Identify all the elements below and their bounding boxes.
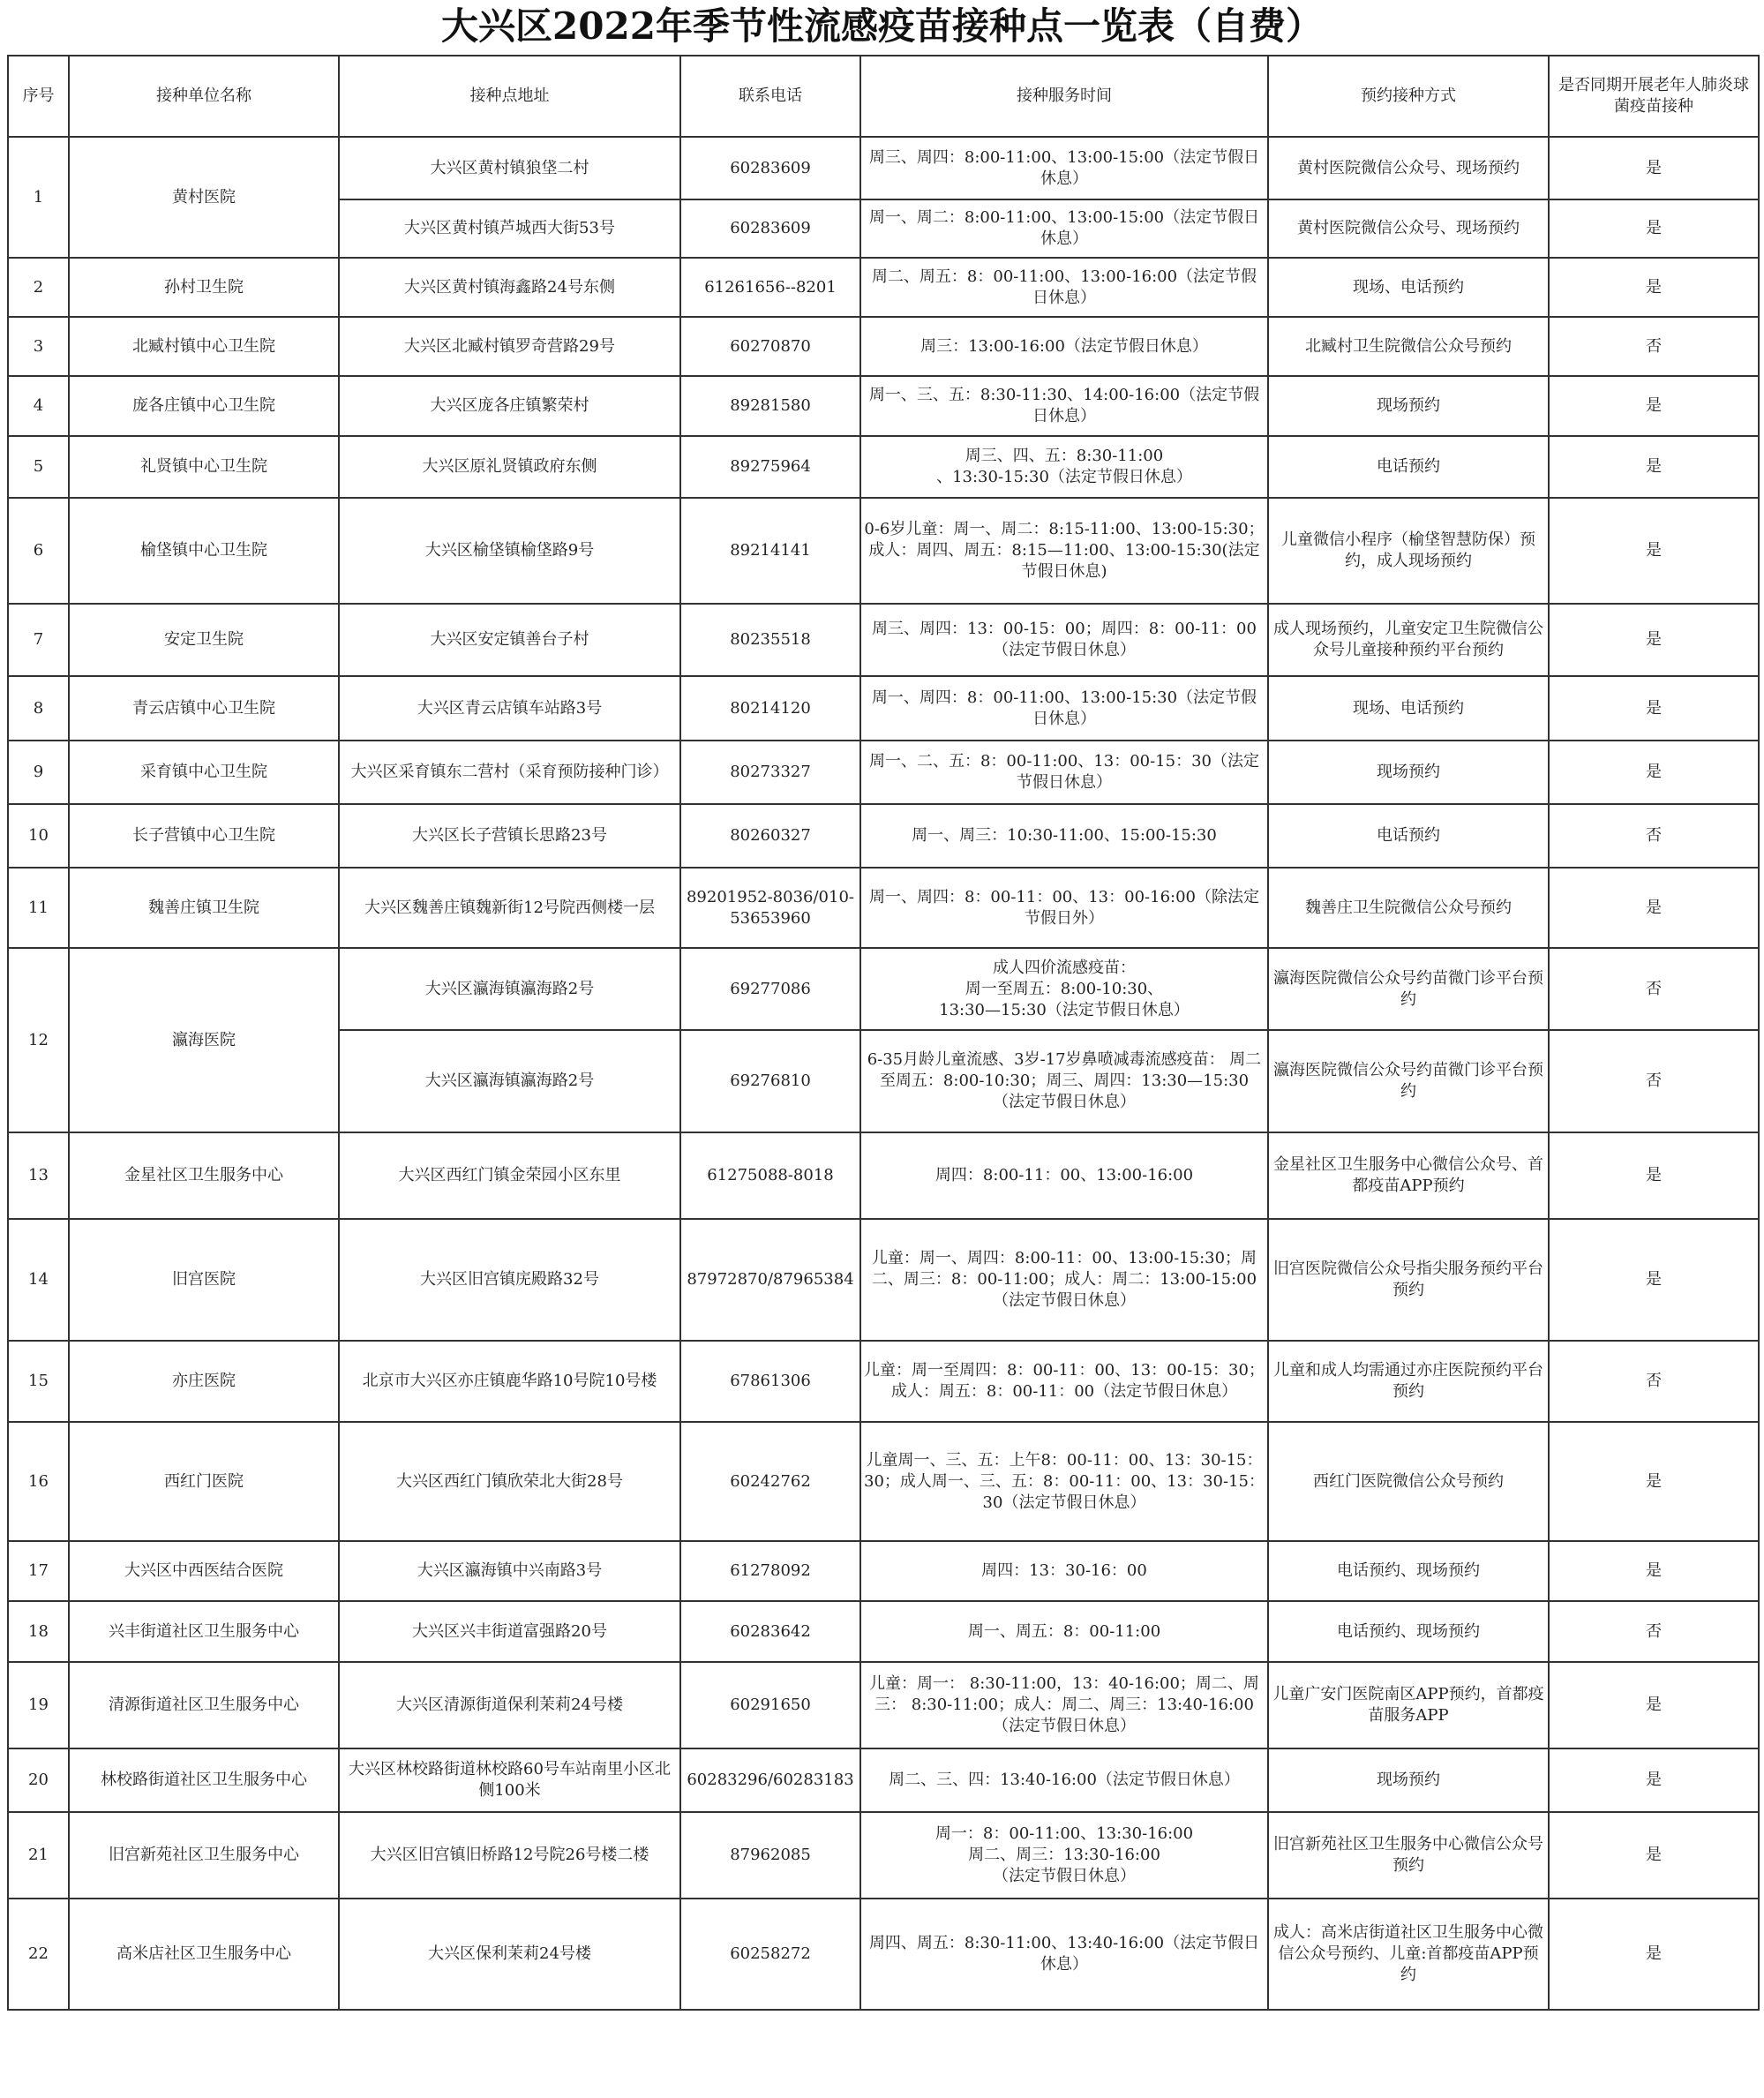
vaccination-sites-table — [7, 55, 1760, 2011]
table-row — [8, 804, 1759, 868]
service-time: 周一、周三：10:30-11:00、15:00-15:30 — [860, 804, 1268, 868]
header-pneumococcal: 是否同期开展老年人肺炎球菌疫苗接种 — [1549, 56, 1759, 137]
service-time: 周三、四、五：8:30-11:00 、13:30-15:30（法定节假日休息） — [860, 436, 1268, 498]
booking-method: 电话预约 — [1268, 436, 1549, 498]
site-phone: 89275964 — [680, 436, 860, 498]
service-time: 6-35月龄儿童流感、3岁-17岁鼻喷减毒流感疫苗： 周二至周五：8:00-10:30；周三、周四：13:30—15:30（法定节假日休息） — [860, 1030, 1268, 1132]
booking-method: 成人现场预约，儿童安定卫生院微信公众号儿童接种预约平台预约 — [1268, 604, 1549, 676]
site-phone: 67861306 — [680, 1341, 860, 1422]
row-number: 10 — [8, 804, 69, 868]
table-row — [8, 1132, 1759, 1219]
site-address: 大兴区青云店镇车站路3号 — [339, 676, 680, 741]
site-phone: 60270870 — [680, 317, 860, 376]
table-row — [8, 741, 1759, 804]
unit-name: 采育镇中心卫生院 — [69, 741, 339, 804]
site-address: 大兴区原礼贤镇政府东侧 — [339, 436, 680, 498]
service-time: 周一、二、五：8：00-11:00、13：00-15：30（法定节假日休息） — [860, 741, 1268, 804]
row-number: 14 — [8, 1219, 69, 1341]
booking-method: 现场、电话预约 — [1268, 258, 1549, 317]
site-address: 大兴区黄村镇狼垡二村 — [339, 137, 680, 199]
pneumococcal-flag: 否 — [1549, 804, 1759, 868]
unit-name: 庞各庄镇中心卫生院 — [69, 376, 339, 436]
row-number: 20 — [8, 1748, 69, 1812]
table-body — [8, 137, 1759, 2010]
unit-name: 林校路街道社区卫生服务中心 — [69, 1748, 339, 1812]
site-phone: 60291650 — [680, 1662, 860, 1748]
row-number: 17 — [8, 1541, 69, 1601]
table-row — [8, 137, 1759, 199]
site-phone: 60258272 — [680, 1899, 860, 2010]
page-title: 大兴区2022年季节性流感疫苗接种点一览表（自费） — [441, 4, 1323, 48]
unit-name: 清源街道社区卫生服务中心 — [69, 1662, 339, 1748]
unit-name: 亦庄医院 — [69, 1341, 339, 1422]
booking-method: 现场预约 — [1268, 741, 1549, 804]
pneumococcal-flag: 是 — [1549, 1662, 1759, 1748]
header-service-time: 接种服务时间 — [860, 56, 1268, 137]
unit-name: 榆垡镇中心卫生院 — [69, 498, 339, 604]
pneumococcal-flag: 是 — [1549, 676, 1759, 741]
unit-name: 瀛海医院 — [69, 948, 339, 1132]
booking-method: 电话预约、现场预约 — [1268, 1601, 1549, 1662]
site-phone: 60283609 — [680, 199, 860, 258]
table-row — [8, 1422, 1759, 1541]
unit-name: 安定卫生院 — [69, 604, 339, 676]
booking-method: 儿童广安门医院南区APP预约，首都疫苗服务APP — [1268, 1662, 1549, 1748]
site-address: 大兴区清源街道保利茉莉24号楼 — [339, 1662, 680, 1748]
row-number: 16 — [8, 1422, 69, 1541]
pneumococcal-flag: 是 — [1549, 1132, 1759, 1219]
booking-method: 儿童和成人均需通过亦庄医院预约平台预约 — [1268, 1341, 1549, 1422]
unit-name: 大兴区中西医结合医院 — [69, 1541, 339, 1601]
table-row — [8, 317, 1759, 376]
table-row — [8, 1341, 1759, 1422]
site-address: 大兴区榆垡镇榆垡路9号 — [339, 498, 680, 604]
booking-method: 黄村医院微信公众号、现场预约 — [1268, 137, 1549, 199]
pneumococcal-flag: 是 — [1549, 604, 1759, 676]
booking-method: 金星社区卫生服务中心微信公众号、首都疫苗APP预约 — [1268, 1132, 1549, 1219]
row-number: 22 — [8, 1899, 69, 2010]
booking-method: 成人：高米店街道社区卫生服务中心微信公众号预约、儿童:首都疫苗APP预约 — [1268, 1899, 1549, 2010]
booking-method: 儿童微信小程序（榆垡智慧防保）预约，成人现场预约 — [1268, 498, 1549, 604]
service-time: 周一：8：00-11:00、13:30-16:00 周二、周三：13:30-16:00 （法定节假日休息） — [860, 1812, 1268, 1899]
site-phone: 69276810 — [680, 1030, 860, 1132]
service-time: 周二、三、四：13:40-16:00（法定节假日休息） — [860, 1748, 1268, 1812]
pneumococcal-flag: 是 — [1549, 436, 1759, 498]
row-number: 21 — [8, 1812, 69, 1899]
site-phone: 80214120 — [680, 676, 860, 741]
pneumococcal-flag: 是 — [1549, 868, 1759, 948]
row-number: 7 — [8, 604, 69, 676]
booking-method: 魏善庄卫生院微信公众号预约 — [1268, 868, 1549, 948]
booking-method: 电话预约、现场预约 — [1268, 1541, 1549, 1601]
row-number: 3 — [8, 317, 69, 376]
site-address: 大兴区旧宫镇庑殿路32号 — [339, 1219, 680, 1341]
table-row — [8, 376, 1759, 436]
table-row — [8, 1899, 1759, 2010]
row-number: 8 — [8, 676, 69, 741]
table-row — [8, 258, 1759, 317]
site-address: 大兴区长子营镇长思路23号 — [339, 804, 680, 868]
site-phone: 69277086 — [680, 948, 860, 1030]
table-row — [8, 1541, 1759, 1601]
booking-method: 电话预约 — [1268, 804, 1549, 868]
table-row — [8, 498, 1759, 604]
booking-method: 瀛海医院微信公众号约苗微门诊平台预约 — [1268, 948, 1549, 1030]
site-phone: 61278092 — [680, 1541, 860, 1601]
table-row — [8, 1662, 1759, 1748]
unit-name: 旧宫新苑社区卫生服务中心 — [69, 1812, 339, 1899]
unit-name: 长子营镇中心卫生院 — [69, 804, 339, 868]
pneumococcal-flag: 是 — [1549, 137, 1759, 199]
service-time: 周二、周五：8：00-11:00、13:00-16:00（法定节假日休息） — [860, 258, 1268, 317]
site-phone: 61261656--8201 — [680, 258, 860, 317]
service-time: 儿童：周一至周四：8：00-11：00、13：00-15：30；成人：周五：8：00-11：00（法定节假日休息） — [860, 1341, 1268, 1422]
pneumococcal-flag: 是 — [1549, 498, 1759, 604]
service-time: 周一、周五：8：00-11:00 — [860, 1601, 1268, 1662]
row-number: 5 — [8, 436, 69, 498]
unit-name: 魏善庄镇卫生院 — [69, 868, 339, 948]
site-phone: 60242762 — [680, 1422, 860, 1541]
unit-name: 旧宫医院 — [69, 1219, 339, 1341]
site-phone: 61275088-8018 — [680, 1132, 860, 1219]
row-number: 1 — [8, 137, 69, 258]
pneumococcal-flag: 否 — [1549, 1341, 1759, 1422]
table-row — [8, 1748, 1759, 1812]
header-no: 序号 — [8, 56, 69, 137]
site-address: 大兴区庞各庄镇繁荣村 — [339, 376, 680, 436]
booking-method: 现场预约 — [1268, 1748, 1549, 1812]
service-time: 0-6岁儿童：周一、周二：8:15-11:00、13:00-15:30；成人：周四、周五：8:15—11:00、13:00-15:30(法定节假日休息) — [860, 498, 1268, 604]
unit-name: 金星社区卫生服务中心 — [69, 1132, 339, 1219]
unit-name: 高米店社区卫生服务中心 — [69, 1899, 339, 2010]
booking-method: 北臧村卫生院微信公众号预约 — [1268, 317, 1549, 376]
site-address: 大兴区北臧村镇罗奇营路29号 — [339, 317, 680, 376]
table-row — [8, 604, 1759, 676]
service-time: 儿童周一、三、五：上午8：00-11：00、13：30-15：30；成人周一、三、五：8：00-11：00、13：30-15：30（法定节假日休息） — [860, 1422, 1268, 1541]
booking-method: 旧宫新苑社区卫生服务中心微信公众号预约 — [1268, 1812, 1549, 1899]
booking-method: 西红门医院微信公众号预约 — [1268, 1422, 1549, 1541]
service-time: 儿童：周一： 8:30-11:00，13：40-16:00；周二、周三： 8:30-11:00；成人：周二、周三：13:40-16:00（法定节假日休息） — [860, 1662, 1268, 1748]
site-phone: 89214141 — [680, 498, 860, 604]
service-time: 周四：13：30-16：00 — [860, 1541, 1268, 1601]
service-time: 成人四价流感疫苗： 周一至周五：8:00-10:30、 13:30—15:30（法定节假日休息） — [860, 948, 1268, 1030]
row-number: 15 — [8, 1341, 69, 1422]
row-number: 6 — [8, 498, 69, 604]
header-phone: 联系电话 — [680, 56, 860, 137]
site-phone: 80260327 — [680, 804, 860, 868]
site-address: 大兴区黄村镇海鑫路24号东侧 — [339, 258, 680, 317]
site-address: 大兴区瀛海镇瀛海路2号 — [339, 1030, 680, 1132]
table-row — [8, 868, 1759, 948]
site-address: 大兴区西红门镇金荣园小区东里 — [339, 1132, 680, 1219]
booking-method: 旧宫医院微信公众号指尖服务预约平台预约 — [1268, 1219, 1549, 1341]
site-address: 大兴区魏善庄镇魏新街12号院西侧楼一层 — [339, 868, 680, 948]
service-time: 周三、周四：8:00-11:00、13:00-15:00（法定节假日休息） — [860, 137, 1268, 199]
header-booking-method: 预约接种方式 — [1268, 56, 1549, 137]
booking-method: 黄村医院微信公众号、现场预约 — [1268, 199, 1549, 258]
row-number: 12 — [8, 948, 69, 1132]
site-address: 大兴区旧宫镇旧桥路12号院26号楼二楼 — [339, 1812, 680, 1899]
pneumococcal-flag: 是 — [1549, 376, 1759, 436]
header-unit-name: 接种单位名称 — [69, 56, 339, 137]
site-address: 北京市大兴区亦庄镇鹿华路10号院10号楼 — [339, 1341, 680, 1422]
site-phone: 80273327 — [680, 741, 860, 804]
row-number: 4 — [8, 376, 69, 436]
row-number: 19 — [8, 1662, 69, 1748]
service-time: 周四、周五：8:30-11:00、13:40-16:00（法定节假日休息） — [860, 1899, 1268, 2010]
site-address: 大兴区瀛海镇中兴南路3号 — [339, 1541, 680, 1601]
site-address: 大兴区黄村镇芦城西大街53号 — [339, 199, 680, 258]
service-time: 儿童：周一、周四：8:00-11：00、13:00-15:30；周二、周三：8：00-11:00；成人：周二：13:00-15:00（法定节假日休息） — [860, 1219, 1268, 1341]
pneumococcal-flag: 是 — [1549, 1422, 1759, 1541]
pneumococcal-flag: 是 — [1549, 741, 1759, 804]
site-address: 大兴区安定镇善台子村 — [339, 604, 680, 676]
table-row — [8, 1601, 1759, 1662]
site-phone: 60283609 — [680, 137, 860, 199]
site-phone: 80235518 — [680, 604, 860, 676]
booking-method: 现场、电话预约 — [1268, 676, 1549, 741]
pneumococcal-flag: 否 — [1549, 948, 1759, 1030]
service-time: 周四：8:00-11：00、13:00-16:00 — [860, 1132, 1268, 1219]
service-time: 周一、周四：8：00-11:00、13:00-15:30（法定节假日休息） — [860, 676, 1268, 741]
table-row — [8, 948, 1759, 1030]
pneumococcal-flag: 是 — [1549, 1748, 1759, 1812]
row-number: 13 — [8, 1132, 69, 1219]
booking-method: 现场预约 — [1268, 376, 1549, 436]
table-row — [8, 676, 1759, 741]
unit-name: 兴丰街道社区卫生服务中心 — [69, 1601, 339, 1662]
site-address: 大兴区西红门镇欣荣北大街28号 — [339, 1422, 680, 1541]
site-phone: 87962085 — [680, 1812, 860, 1899]
pneumococcal-flag: 是 — [1549, 1812, 1759, 1899]
unit-name: 礼贤镇中心卫生院 — [69, 436, 339, 498]
row-number: 9 — [8, 741, 69, 804]
pneumococcal-flag: 否 — [1549, 1601, 1759, 1662]
booking-method: 瀛海医院微信公众号约苗微门诊平台预约 — [1268, 1030, 1549, 1132]
site-address: 大兴区兴丰街道富强路20号 — [339, 1601, 680, 1662]
service-time: 周一、周四：8：00-11：00、13：00-16:00（除法定节假日外） — [860, 868, 1268, 948]
unit-name: 黄村医院 — [69, 137, 339, 258]
header-row — [8, 56, 1759, 137]
table-row — [8, 1219, 1759, 1341]
pneumococcal-flag: 否 — [1549, 317, 1759, 376]
site-address: 大兴区瀛海镇瀛海路2号 — [339, 948, 680, 1030]
row-number: 18 — [8, 1601, 69, 1662]
unit-name: 孙村卫生院 — [69, 258, 339, 317]
table-row — [8, 1812, 1759, 1899]
service-time: 周三：13:00-16:00（法定节假日休息） — [860, 317, 1268, 376]
pneumococcal-flag: 是 — [1549, 1899, 1759, 2010]
service-time: 周一、三、五：8:30-11:30、14:00-16:00（法定节假日休息） — [860, 376, 1268, 436]
unit-name: 西红门医院 — [69, 1422, 339, 1541]
site-address: 大兴区采育镇东二营村（采育预防接种门诊） — [339, 741, 680, 804]
pneumococcal-flag: 否 — [1549, 1030, 1759, 1132]
unit-name: 青云店镇中心卫生院 — [69, 676, 339, 741]
pneumococcal-flag: 是 — [1549, 1541, 1759, 1601]
pneumococcal-flag: 是 — [1549, 258, 1759, 317]
site-phone: 89281580 — [680, 376, 860, 436]
row-number: 11 — [8, 868, 69, 948]
site-phone: 60283642 — [680, 1601, 860, 1662]
row-number: 2 — [8, 258, 69, 317]
unit-name: 北臧村镇中心卫生院 — [69, 317, 339, 376]
pneumococcal-flag: 是 — [1549, 199, 1759, 258]
site-phone: 89201952-8036/010-53653960 — [680, 868, 860, 948]
site-address: 大兴区保利茉莉24号楼 — [339, 1899, 680, 2010]
site-phone: 60283296/60283183 — [680, 1748, 860, 1812]
service-time: 周三、周四：13：00-15：00；周四：8：00-11：00（法定节假日休息） — [860, 604, 1268, 676]
service-time: 周一、周二：8:00-11:00、13:00-15:00（法定节假日休息） — [860, 199, 1268, 258]
table-row — [8, 436, 1759, 498]
header-address: 接种点地址 — [339, 56, 680, 137]
site-address: 大兴区林校路街道林校路60号车站南里小区北侧100米 — [339, 1748, 680, 1812]
pneumococcal-flag: 是 — [1549, 1219, 1759, 1341]
site-phone: 87972870/87965384 — [680, 1219, 860, 1341]
